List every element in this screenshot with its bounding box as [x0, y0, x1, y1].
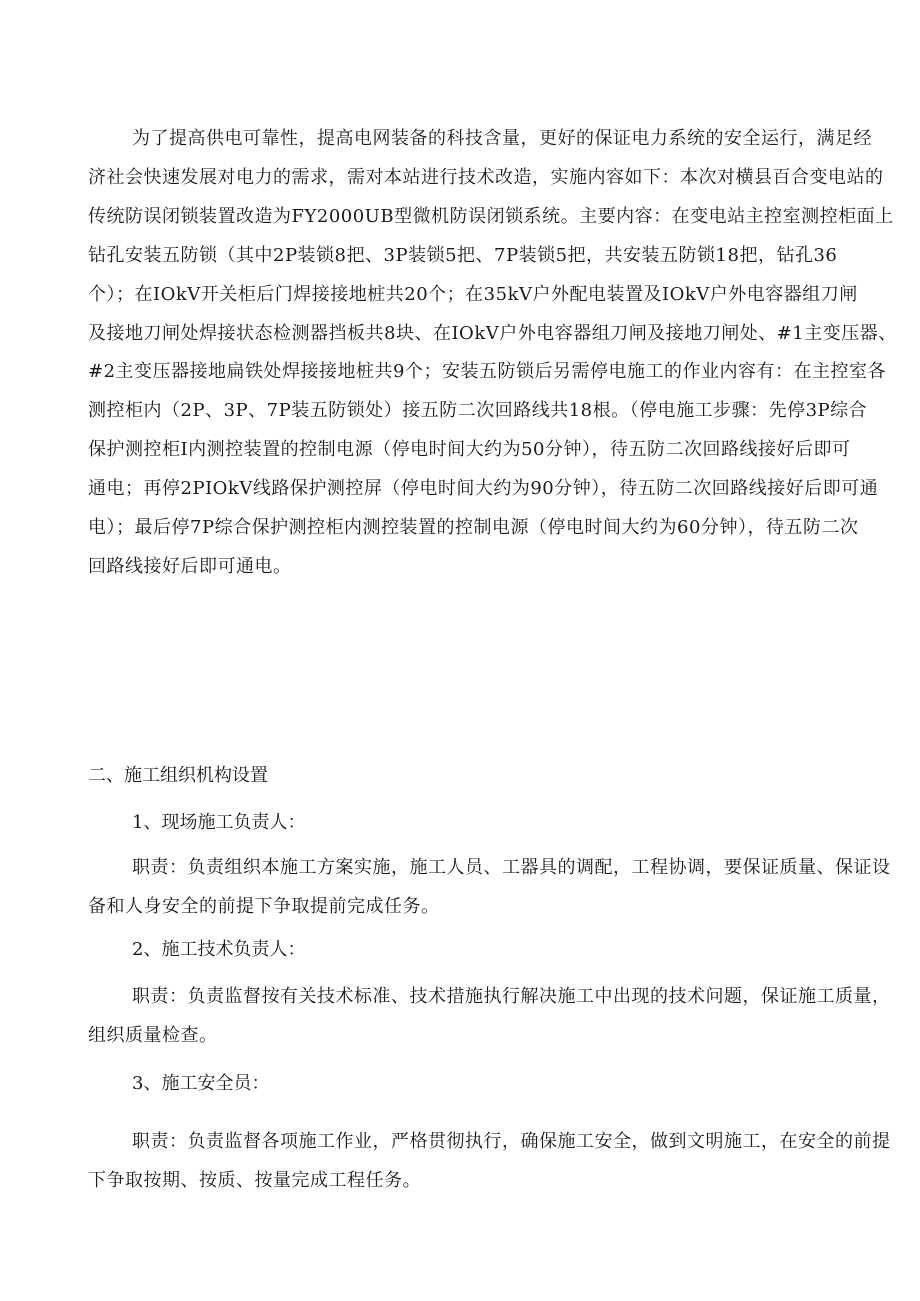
role-title: 2、施工技术负责人：	[132, 939, 306, 960]
intro-line: 保护测控柜I内测控装置的控制电源（停电时间大约为50分钟），待五防二次回路线接好后即可	[88, 439, 851, 461]
intro-line: 测控柜内（2P、3P、7P装五防锁处）接五防二次回路线共18根。（停电施工步骤：先停3P综合	[88, 400, 868, 422]
role-title: 1、现场施工负责人：	[132, 812, 306, 833]
role-duty	[88, 849, 891, 927]
role-duty	[88, 978, 891, 1056]
duty-line: 下争取按期、按质、按量完成工程任务。	[88, 1169, 421, 1191]
duty-line: 职责：负责监督按有关技术标准、技术措施执行解决施工中出现的技术问题，保证施工质量，	[132, 986, 891, 1007]
intro-line: 个）；在IOkV开关柜后门焊接接地桩共20个；在35kV户外配电装置及IOkV户外电容器组刀闸	[88, 283, 858, 305]
duty-line: 职责：负责组织本施工方案实施，施工人员、工器具的调配，工程协调，要保证质量、保证设	[132, 857, 891, 878]
intro-line: 及接地刀闸处焊接状态检测器挡板共8块、在IOkV户外电容器组刀闸及接地刀闸处、#1主变压器、	[88, 322, 897, 344]
intro-line: 传统防误闭锁装置改造为FY2000UB型微机防误闭锁系统。主要内容：在变电站主控室测控柜面上	[88, 205, 894, 227]
intro-line: 回路线接好后即可通电。	[88, 555, 292, 577]
section-heading: 二、施工组织机构设置	[88, 765, 268, 786]
intro-line: 济社会快速发展对电力的需求，需对本站进行技术改造，实施内容如下：本次对横县百合变电站的	[88, 166, 884, 188]
intro-line: 钻孔安装五防锁（其中2P装锁8把、3P装锁5把、7P装锁5把，共安装五防锁18把，钻孔36	[88, 244, 838, 266]
duty-line: 职责：负责监督各项施工作业，严格贯彻执行，确保施工安全，做到文明施工，在安全的前提	[132, 1131, 891, 1152]
intro-line: 电）；最后停7P综合保护测控柜内测控装置的控制电源（停电时间大约为60分钟），待五防二次	[88, 517, 859, 539]
duty-line: 备和人身安全的前提下争取提前完成任务。	[88, 895, 440, 917]
intro-paragraph	[88, 120, 897, 587]
intro-line: 为了提高供电可靠性，提高电网装备的科技含量，更好的保证电力系统的安全运行，满足经	[132, 128, 872, 149]
duty-line: 组织质量检查。	[88, 1024, 218, 1046]
role-duty	[88, 1123, 891, 1201]
intro-line: #2主变压器接地扁铁处焊接接地桩共9个；安装五防锁后另需停电施工的作业内容有：在主控室各	[88, 361, 886, 383]
intro-line: 通电；再停2PIOkV线路保护测控屏（停电时间大约为90分钟），待五防二次回路线接好后即可通	[88, 478, 879, 500]
role-title: 3、施工安全员：	[132, 1073, 270, 1094]
